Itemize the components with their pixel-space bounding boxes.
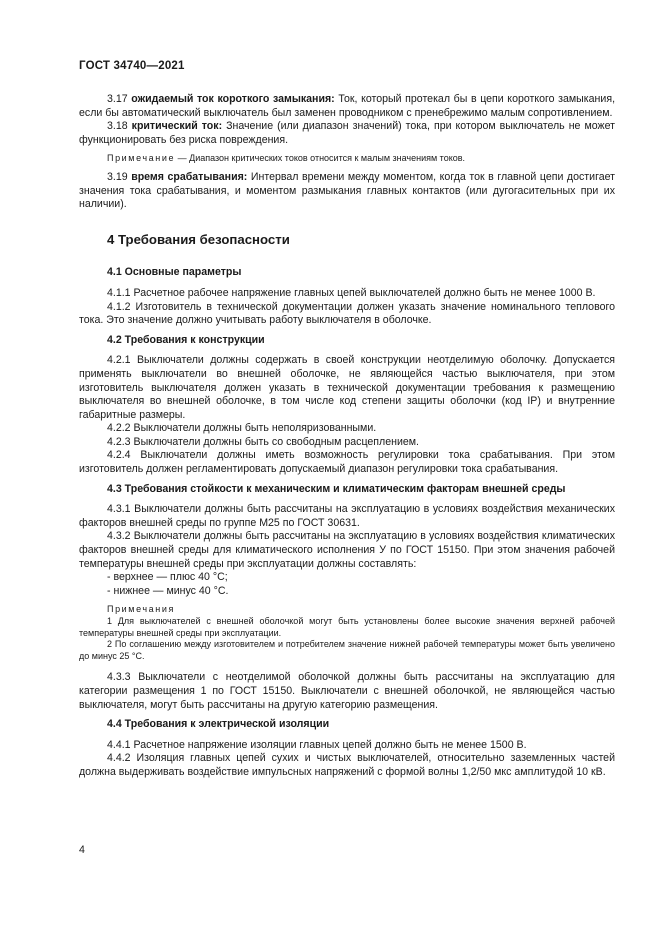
note-item: 1 Для выключателей с внешней оболочкой могут быть установлены более высокие значения верхней рабочей температуры внешней среды при эксплуатации. [79,616,615,638]
note-item: 2 По соглашению между изготовителем и потребителем значение нижней рабочей температуры может быть увеличено до минус 25 °С. [79,639,615,661]
term-number: 3.19 [107,170,128,183]
notes-label: Примечания [107,604,175,615]
term-name: критический ток: [131,120,223,133]
paragraph: 4.2.1 Выключатели должны содержать в своей конструкции неотделимую оболочку. Допускается применять выключатели во внешней оболочке, не являющейся частью выключателя, при этом изготовитель выключателя должен указать в технической документации требования к размещению выключателя во внешней оболочке, в том числе код степени защиты оболочки (код IP) и внутренние габаритные размеры. [79,354,615,421]
paragraph: 4.4.1 Расчетное напряжение изоляции главных цепей должно быть не менее 1500 В. [107,738,527,751]
term-definition: Значение (или диапазон значений) тока, при котором выключатель не может функционировать без риска повреждения. [79,120,615,146]
subsection-heading: 4.3 Требования стойкости к механическим и климатическим факторам внешней среды [107,482,566,495]
note-text: — Диапазон критических токов относится к малым значениям токов. [177,153,466,164]
paragraph: 4.1.2 Изготовитель в технической документации должен указать значение номинального теплового тока. Это значение должно учитывать работу выключателя в оболочке. [79,300,615,327]
term-3-19 [79,171,615,212]
note-label: Примечание [107,153,176,164]
paragraph: 4.2.2 Выключатели должны быть неполяризованными. [107,422,377,435]
paragraph: 4.2.3 Выключатели должны быть со свободным расцеплением. [107,435,420,448]
paragraph: 4.2.4 Выключатели должны иметь возможность регулировки тока срабатывания. При этом изготовитель должен регламентировать допускаемый диапазон регулировки тока срабатывания. [79,449,615,476]
document-header: ГОСТ 34740—2021 [79,60,185,72]
note-3-18 [79,153,615,165]
list-item: - верхнее — плюс 40 °С; [107,571,228,584]
term-name: ожидаемый ток короткого замыкания: [131,93,335,105]
document-body [79,93,615,780]
paragraph: 4.4.2 Изоляция главных цепей сухих и чистых выключателей, относительно заземленных частей должна выдерживать воздействие импульсных напряжений с формой волны 1,2/50 мкс амплитудой 10 кВ. [79,752,615,778]
term-number: 3.18 [107,120,128,133]
paragraph: 4.1.1 Расчетное рабочее напряжение главных цепей выключателей должно быть не менее 1000 В. [107,286,596,299]
term-name: время срабатывания: [131,170,248,183]
page-number: 4 [79,844,85,856]
term-3-18 [79,120,615,147]
section-heading: 4 Требования безопасности [107,231,290,247]
subsection-heading: 4.4 Требования к электрической изоляции [107,718,330,731]
list-item: - нижнее — минус 40 °С. [107,584,229,597]
term-definition: Интервал времени между моментом, когда ток в главной цепи достигает значения тока срабатывания, и моментом размыкания главных контактов (или дугогасительных при их наличии). [79,170,615,211]
term-3-17 [79,93,615,120]
paragraph: 4.3.2 Выключатели должны быть рассчитаны на эксплуатацию в условиях воздействия климатических факторов внешней среды для климатического исполнения У по ГОСТ 15150. При этом значения рабочей температуры внешней среды при эксплуатации должны составлять: [79,530,615,570]
paragraph: 4.3.3 Выключатели с неотделимой оболочкой должны быть рассчитаны на эксплуатацию для категории размещения 1 по ГОСТ 15150. Выключатели с внешней оболочкой, не являющейся частью выключателя, могут быть рассчитаны на другую категорию размещения. [79,671,615,711]
subsection-heading: 4.2 Требования к конструкции [107,333,265,346]
term-definition: Ток, который протекал бы в цепи короткого замыкания, если бы автоматический выключатель был заменен проводником с пренебрежимо малым сопротивлением. [79,93,616,119]
term-number: 3.17 [107,93,128,105]
paragraph: 4.3.1 Выключатели должны быть рассчитаны на эксплуатацию в условиях воздействия механических факторов внешней среды по группе М25 по ГОСТ 30631. [79,503,615,529]
subsection-heading: 4.1 Основные параметры [107,266,242,279]
